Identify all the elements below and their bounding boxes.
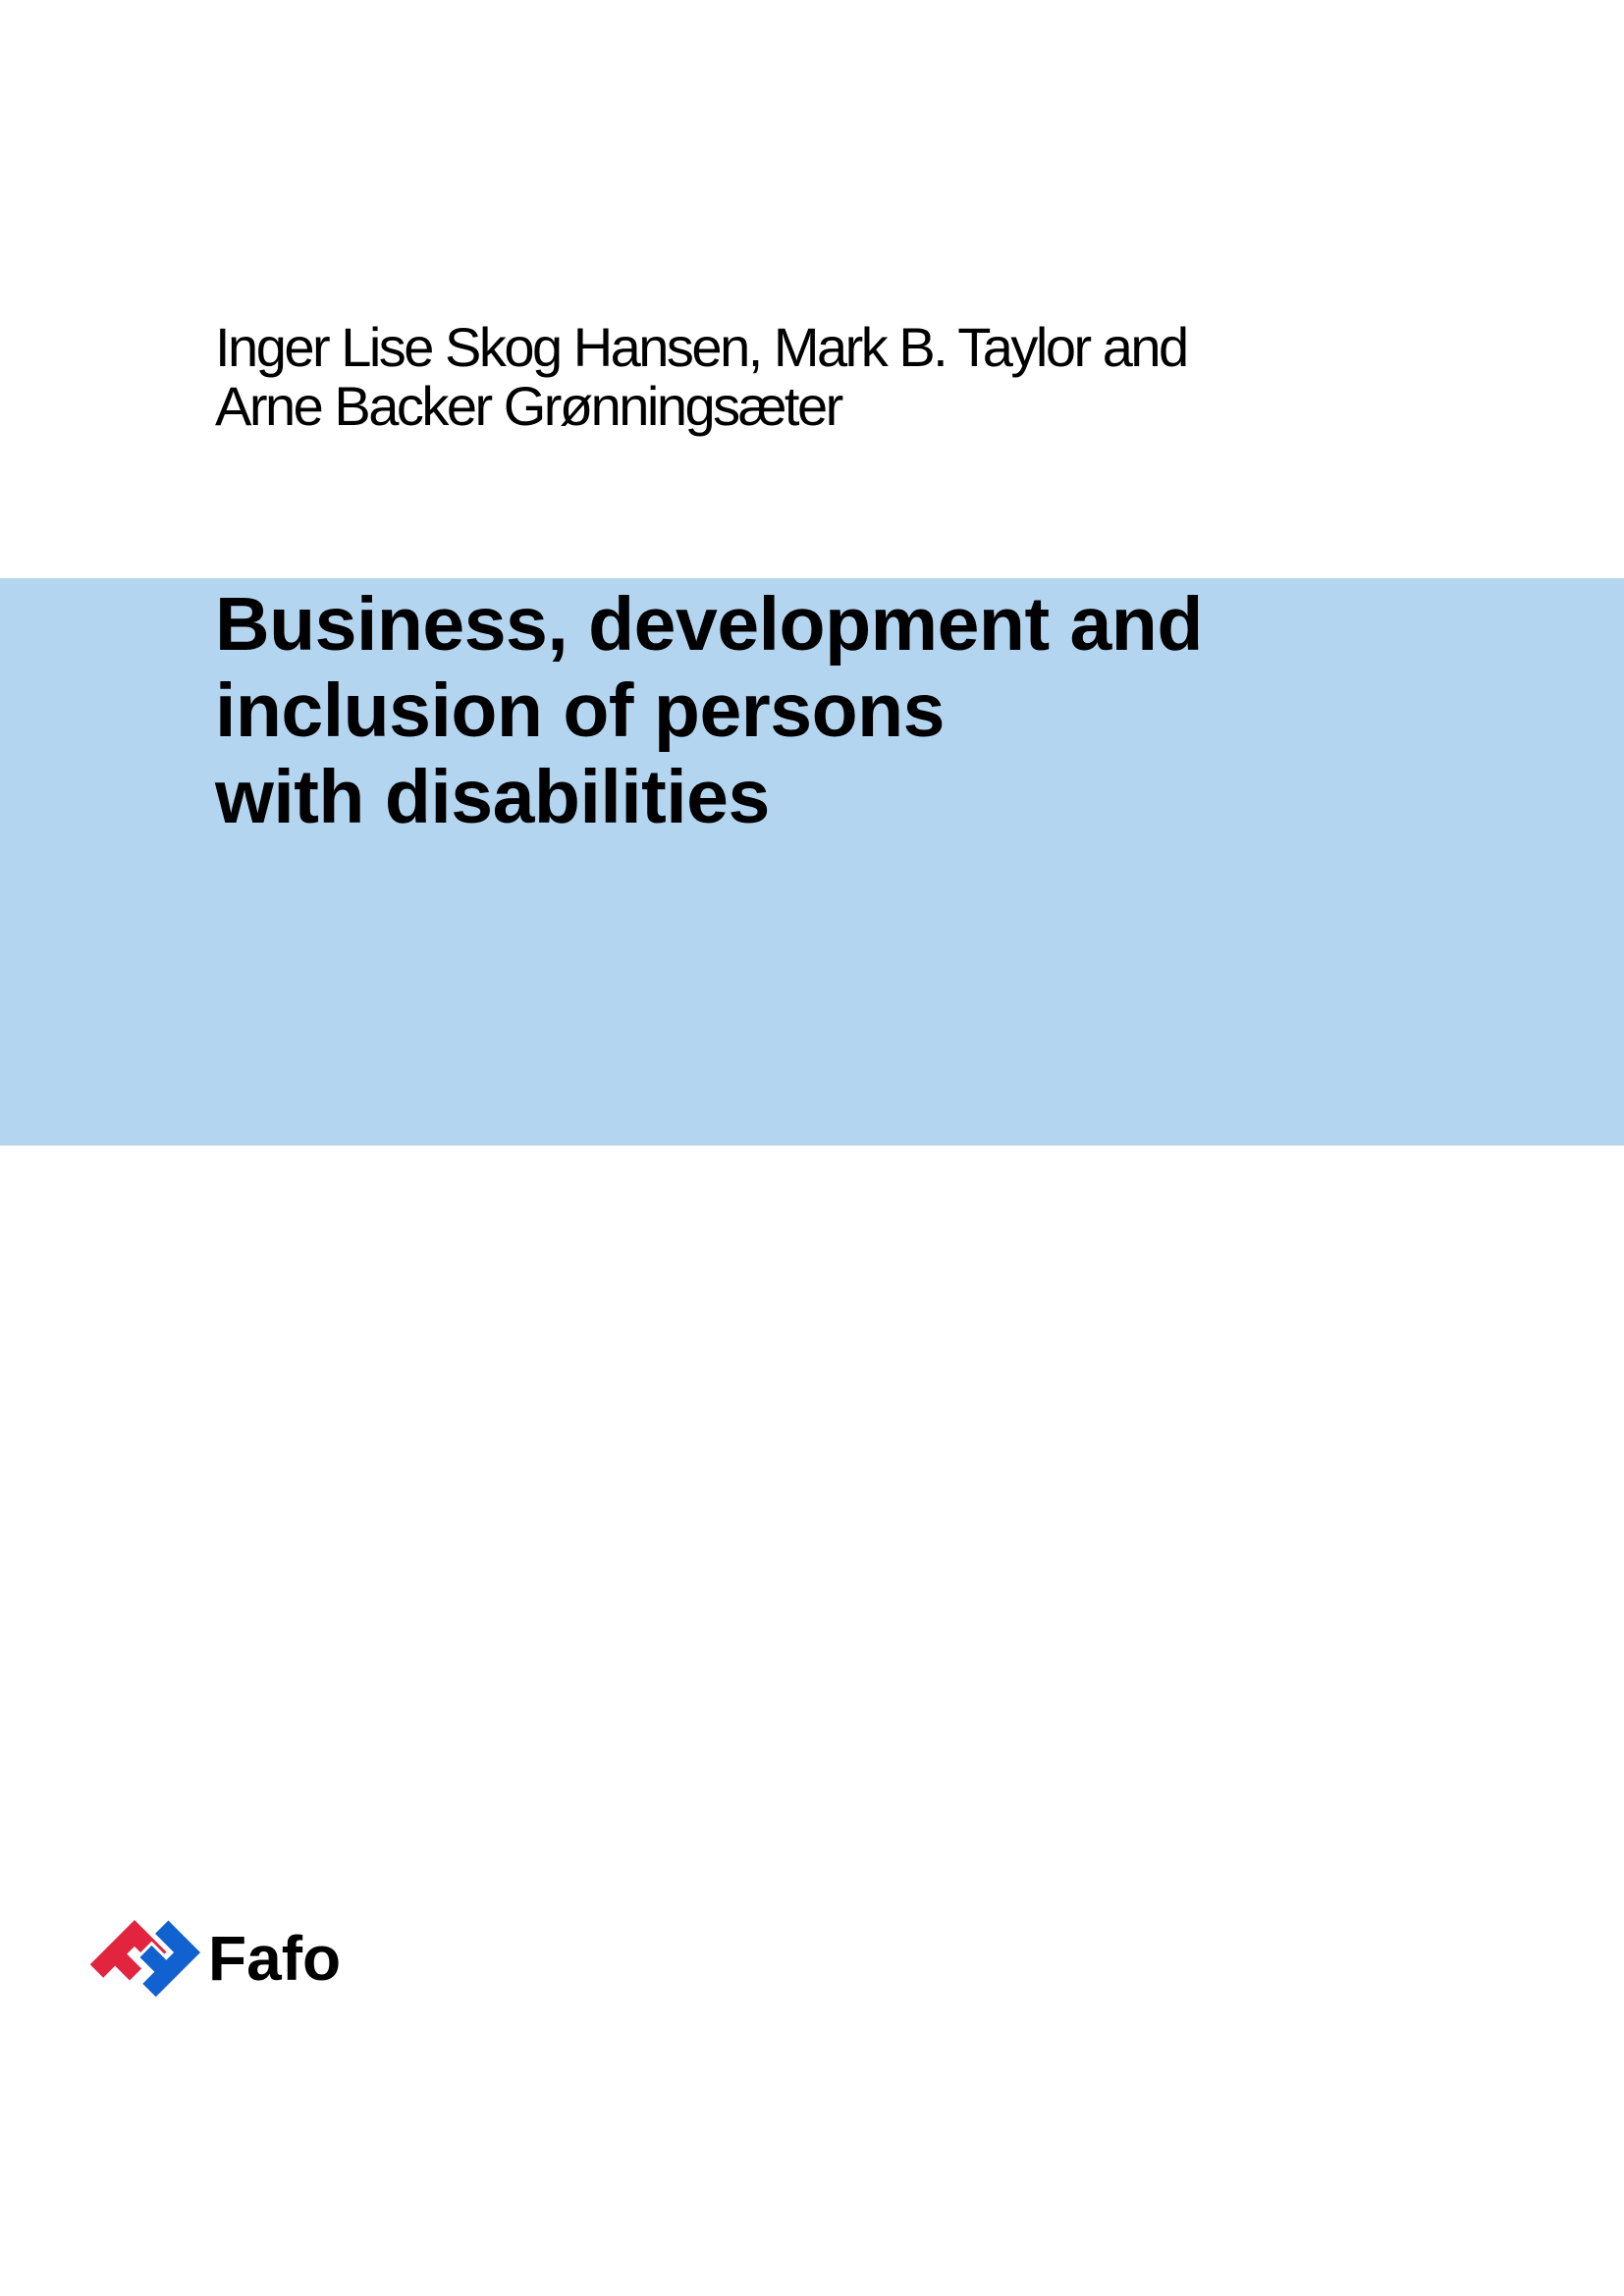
fafo-logo — [86, 1917, 499, 2010]
title-line-1: Business, development and — [215, 582, 1203, 667]
fafo-logo-text: Fafo — [208, 1923, 342, 1994]
title-line-3: with disabilities — [215, 755, 770, 839]
author-block — [215, 318, 1187, 436]
title-line-2: inclusion of persons — [215, 668, 945, 753]
author-line-2: Arne Backer Grønningsæter — [215, 375, 841, 437]
fafo-logo-icon — [86, 1917, 206, 2002]
report-title — [215, 581, 1203, 840]
author-line-1: Inger Lise Skog Hansen, Mark B. Taylor and — [215, 316, 1187, 378]
